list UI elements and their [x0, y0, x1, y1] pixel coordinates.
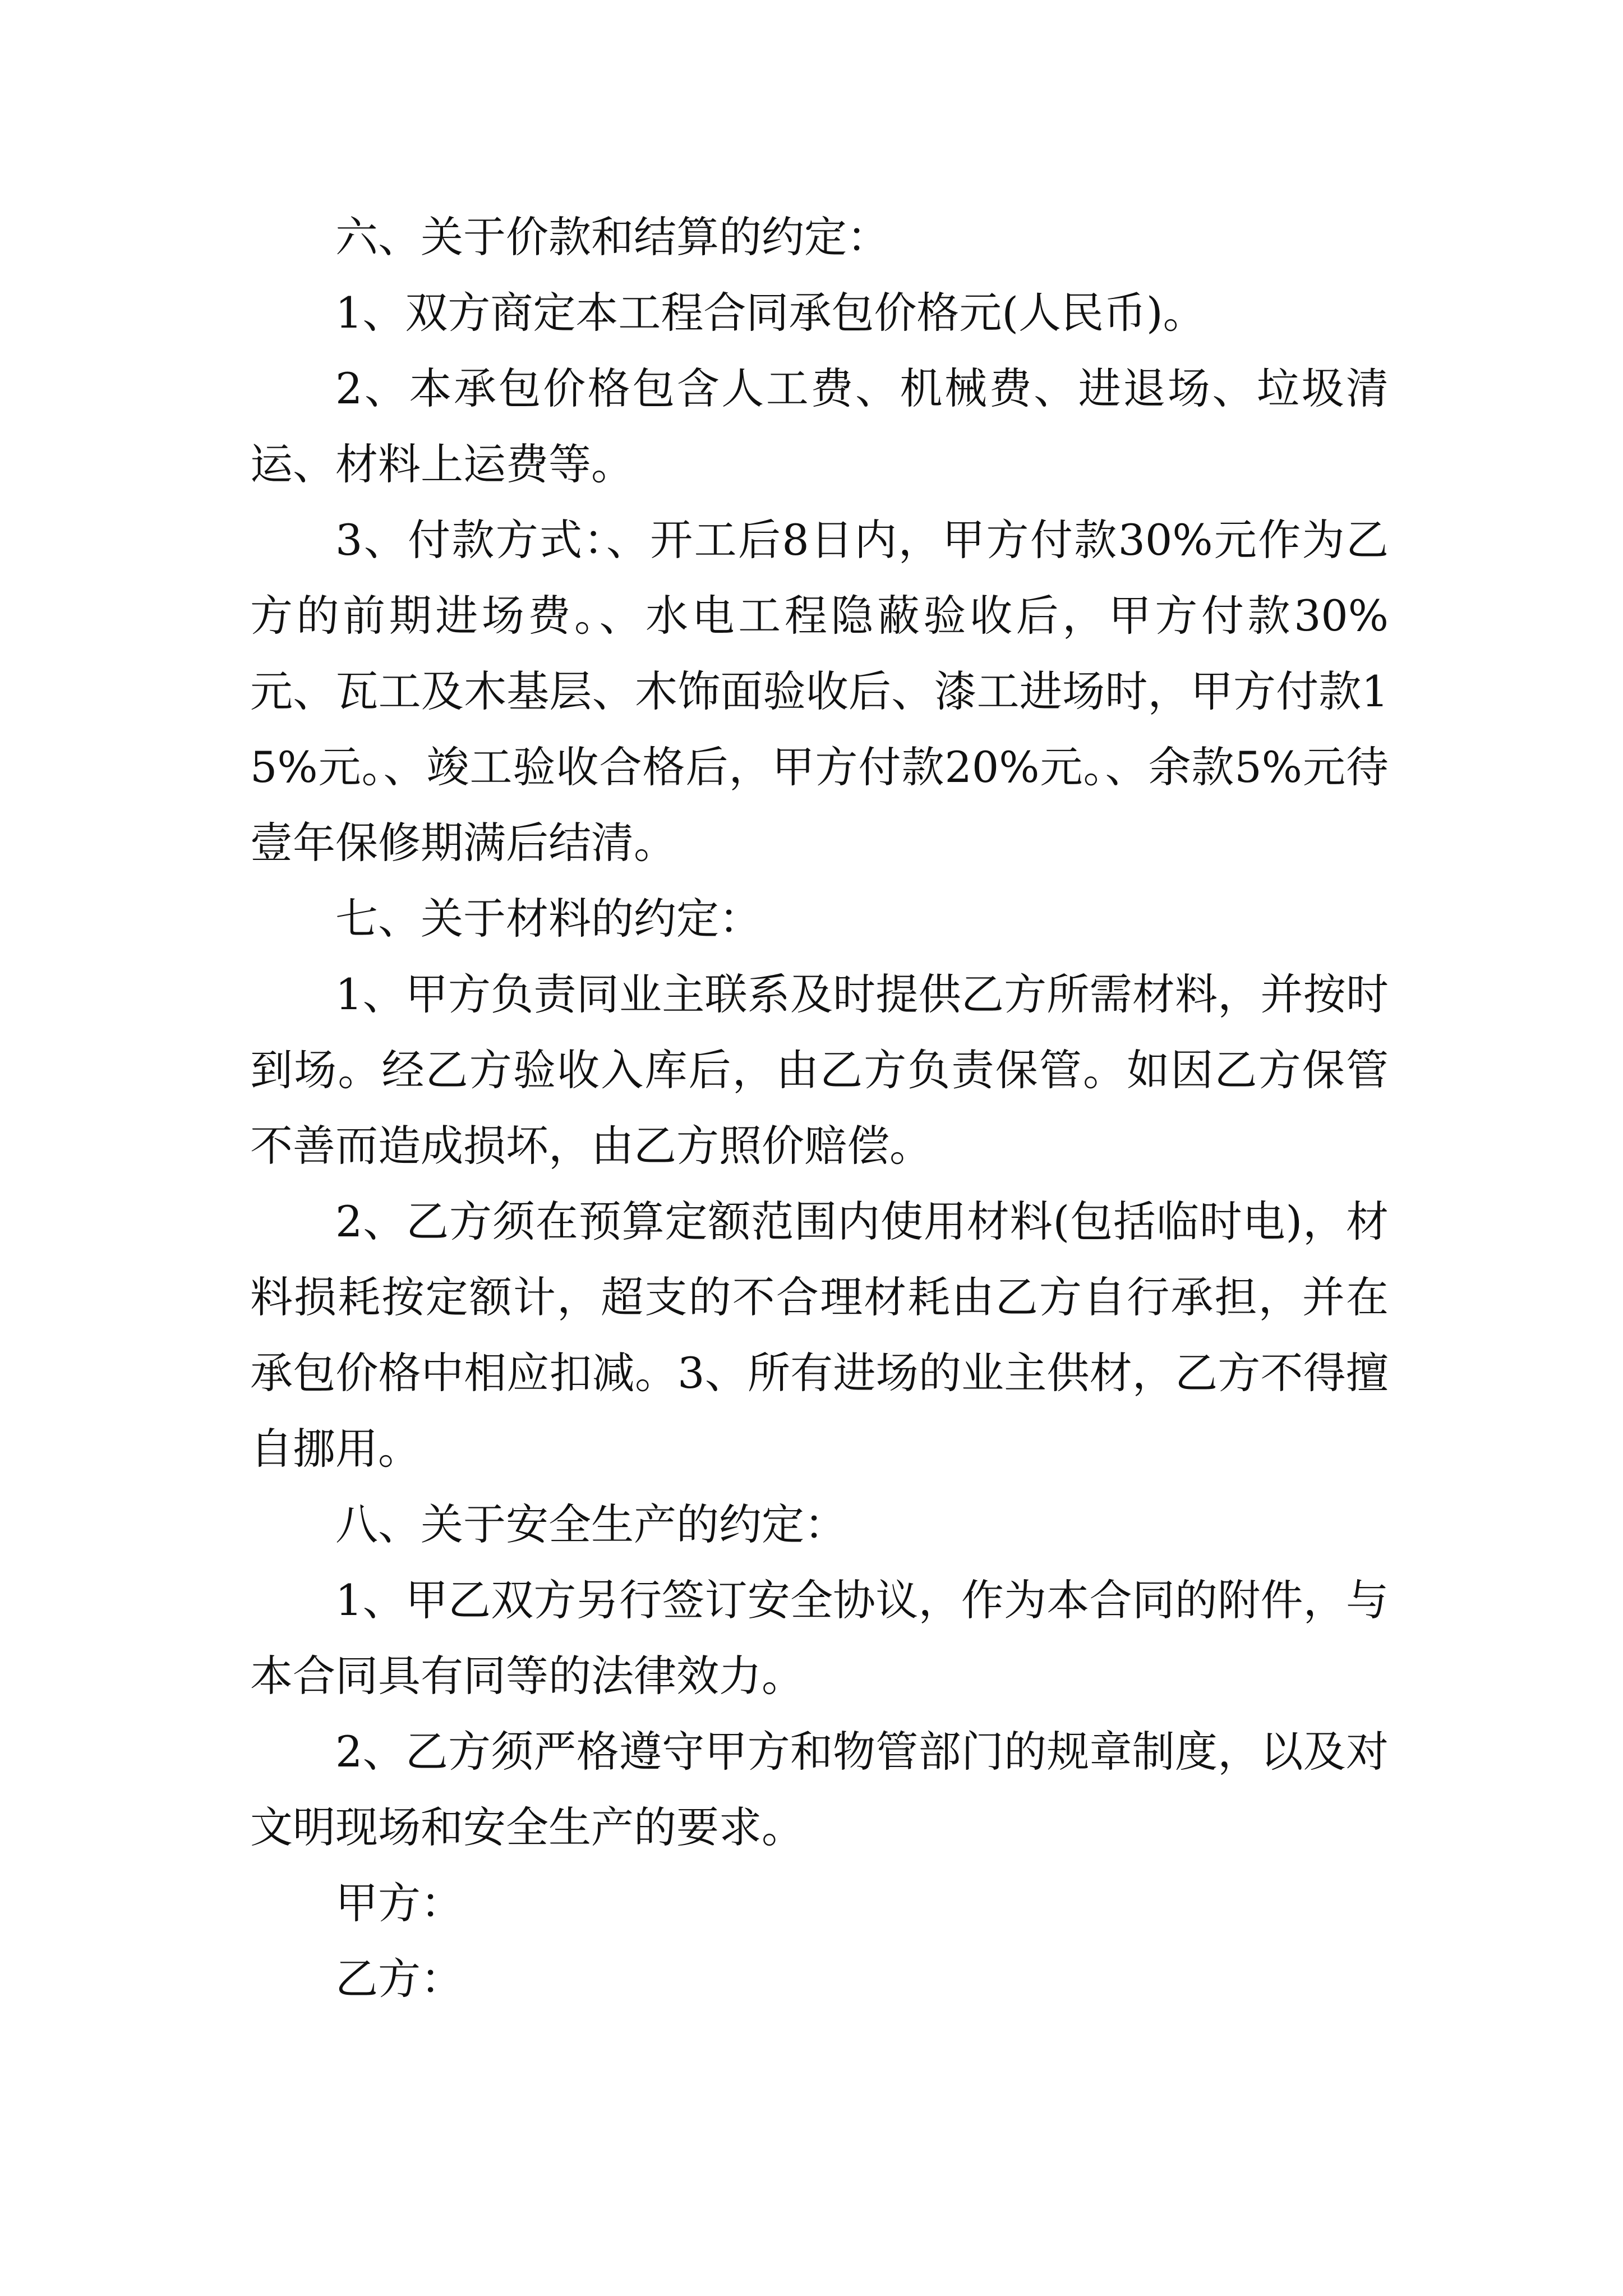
- clause-safety-1: 1、甲乙双方另行签订安全协议，作为本合同的附件，与本合同具有同等的法律效力。: [250, 1575, 1389, 1701]
- clause-safety-2: 2、乙方须严格遵守甲方和物管部门的规章制度，以及对文明现场和安全生产的要求。: [250, 1727, 1389, 1852]
- signature-party-b: 乙方：: [335, 1954, 463, 2004]
- section-heading-materials: 七、关于材料的约定：: [335, 894, 762, 944]
- clause-price-1: 1、双方商定本工程合同承包价格元(人民币)。: [335, 288, 1206, 338]
- clause-materials-2: 2、乙方须在预算定额范围内使用材料(包括临时电)，材料损耗按定额计，超支的不合理材耗由乙方自行承担，并在承包价格中相应扣减。3、所有进场的业主供材，乙方不得擅自挪用。: [250, 1197, 1389, 1474]
- clause-materials-1: 1、甲方负责同业主联系及时提供乙方所需材料，并按时到场。经乙方验收入库后，由乙方负责保管。如因乙方保管不善而造成损坏，由乙方照价赔偿。: [250, 969, 1389, 1171]
- signature-party-a: 甲方：: [335, 1878, 463, 1928]
- clause-price-2: 2、本承包价格包含人工费、机械费、进退场、垃圾清运、材料上运费等。: [250, 364, 1389, 489]
- document-body: [250, 199, 1389, 2017]
- section-heading-safety: 八、关于安全生产的约定：: [335, 1499, 847, 1549]
- clause-price-3: 3、付款方式：、开工后8日内，甲方付款30%元作为乙方的前期进场费。、水电工程隐蔽验收后，甲方付款30%元、瓦工及木基层、木饰面验收后、漆工进场时，甲方付款15%元。、竣工验收合格后，甲方付款20%元。、余款5%元待壹年保修期满后结清。: [250, 515, 1389, 868]
- section-heading-price: 六、关于价款和结算的约定：: [335, 212, 889, 262]
